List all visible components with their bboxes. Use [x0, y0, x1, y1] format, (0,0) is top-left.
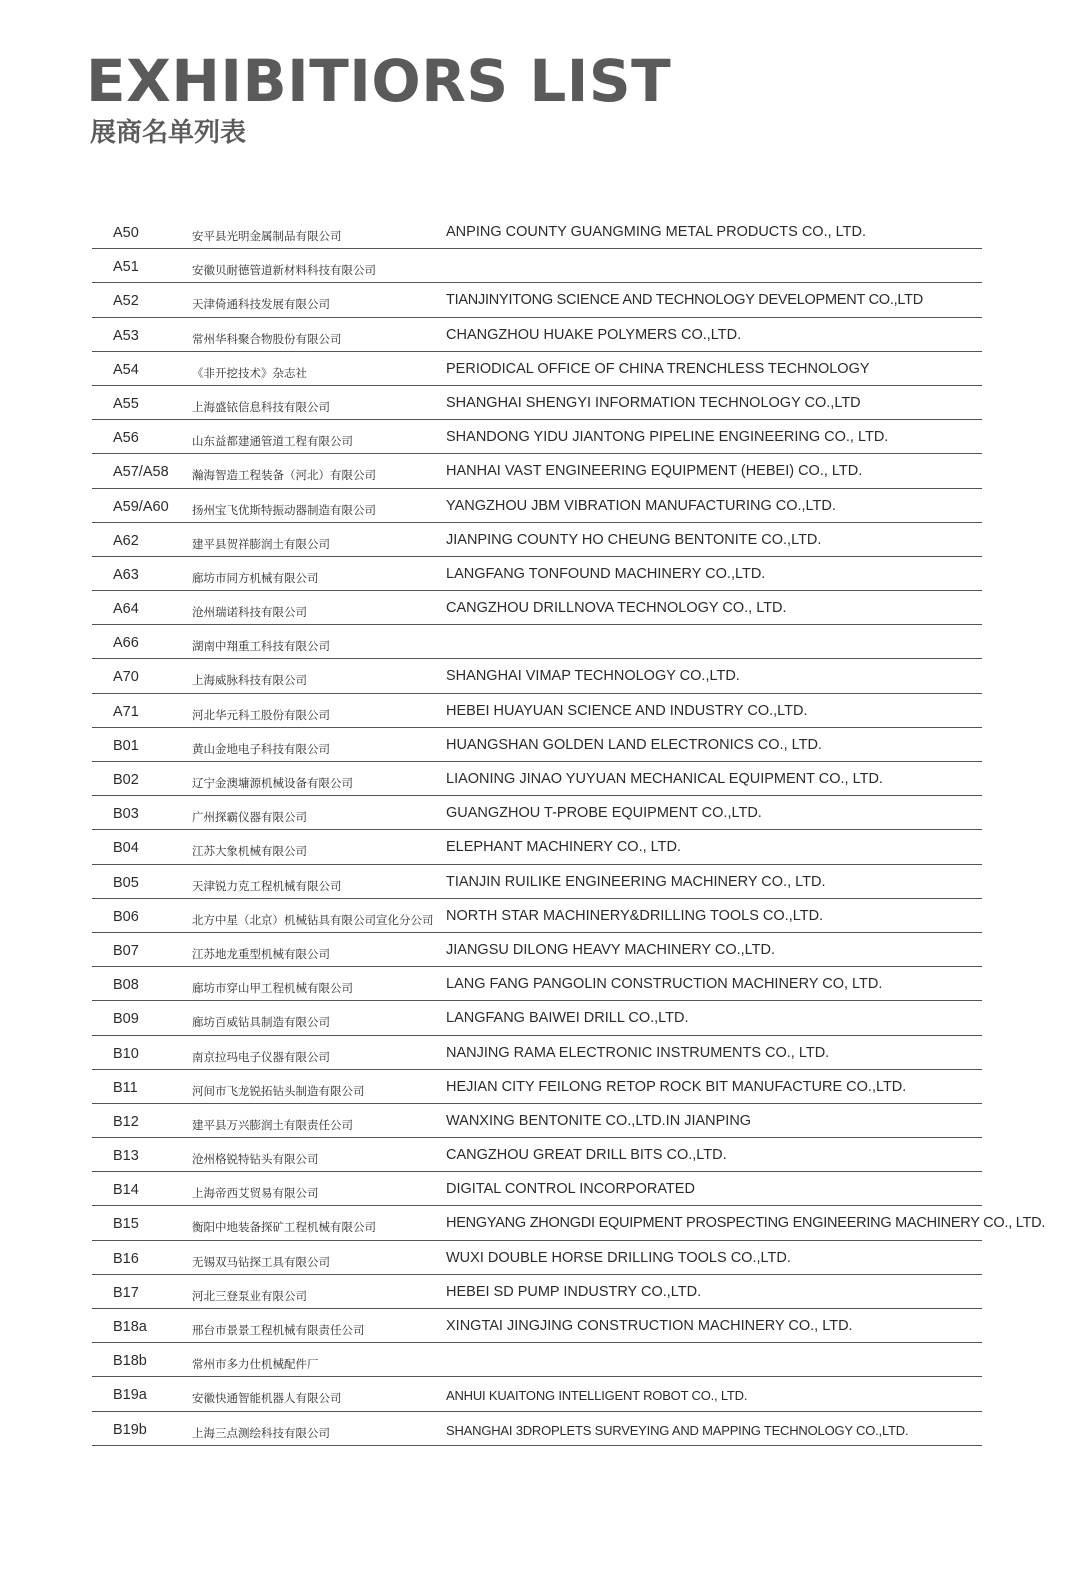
company-name-en: DIGITAL CONTROL INCORPORATED	[446, 1181, 695, 1198]
booth-number: A63	[113, 566, 139, 583]
company-name-cn: 无锡双马钻探工具有限公司	[192, 1254, 330, 1269]
company-name-en: ANHUI KUAITONG INTELLIGENT ROBOT CO., LTD.	[446, 1388, 748, 1404]
table-row	[92, 1309, 982, 1343]
exhibitor-table	[92, 215, 1046, 1446]
table-row	[92, 1036, 982, 1070]
company-name-cn: 《非开挖技术》杂志社	[192, 365, 307, 380]
booth-number: B11	[113, 1079, 138, 1096]
booth-number: B14	[113, 1182, 139, 1199]
page-subtitle: 展商名单列表	[90, 118, 247, 148]
company-name-cn: 廊坊市同方机械有限公司	[192, 570, 319, 585]
booth-number: B18b	[113, 1353, 147, 1370]
company-name-en: HANHAI VAST ENGINEERING EQUIPMENT (HEBEI) CO., LTD.	[446, 463, 863, 480]
company-name-en: ANPING COUNTY GUANGMING METAL PRODUCTS CO., LTD.	[446, 224, 866, 240]
booth-number: B19b	[113, 1421, 147, 1438]
company-name-en: SHANDONG YIDU JIANTONG PIPELINE ENGINEERING CO., LTD.	[446, 429, 889, 446]
booth-number: A62	[113, 532, 139, 549]
company-name-en: HENGYANG ZHONGDI EQUIPMENT PROSPECTING ENGINEERING MACHINERY CO., LTD.	[446, 1215, 1046, 1232]
company-name-cn: 上海帝西艾贸易有限公司	[192, 1186, 319, 1201]
table-row	[92, 489, 982, 523]
table-row	[92, 865, 982, 899]
booth-number: B13	[113, 1148, 139, 1165]
table-row	[92, 454, 982, 488]
company-name-cn: 上海威脉科技有限公司	[192, 673, 307, 688]
table-row	[92, 899, 982, 933]
company-name-cn: 建平县贺祥膨润土有限公司	[192, 536, 330, 551]
table-row	[92, 1241, 982, 1275]
company-name-cn: 安平县光明金属制品有限公司	[192, 229, 342, 243]
company-name-en: LANG FANG PANGOLIN CONSTRUCTION MACHINERY CO, LTD.	[446, 976, 883, 993]
table-row	[92, 659, 982, 693]
company-name-en: ELEPHANT MACHINERY CO., LTD.	[446, 839, 682, 856]
booth-number: A54	[113, 361, 139, 378]
company-name-cn: 沧州格锐特钻头有限公司	[192, 1152, 319, 1167]
booth-number: A56	[113, 430, 139, 447]
table-row	[92, 1343, 982, 1377]
booth-number: A64	[113, 601, 139, 618]
booth-number: A50	[113, 225, 139, 241]
company-name-cn: 天津锐力克工程机械有限公司	[192, 878, 342, 893]
booth-number: B02	[113, 772, 139, 788]
booth-number: A71	[113, 703, 139, 720]
company-name-en: HEBEI SD PUMP INDUSTRY CO.,LTD.	[446, 1283, 702, 1300]
company-name-en: HEJIAN CITY FEILONG RETOP ROCK BIT MANUFACTURE CO.,LTD.	[446, 1078, 907, 1095]
company-name-cn: 北方中星（北京）机械钻具有限公司宣化分公司	[192, 912, 434, 927]
company-name-cn: 扬州宝飞优斯特振动器制造有限公司	[192, 502, 376, 517]
company-name-cn: 上海三点测绘科技有限公司	[192, 1425, 330, 1440]
company-name-cn: 建平县万兴膨润土有限责任公司	[192, 1117, 353, 1132]
company-name-cn: 廊坊市穿山甲工程机械有限公司	[192, 981, 353, 996]
table-row	[92, 933, 982, 967]
booth-number: B17	[113, 1284, 139, 1301]
table-row	[92, 352, 982, 386]
table-row	[92, 591, 982, 625]
table-row	[92, 283, 982, 317]
booth-number: A59/A60	[113, 498, 169, 515]
company-name-cn: 瀚海智造工程装备（河北）有限公司	[192, 468, 376, 483]
company-name-cn: 南京拉玛电子仪器有限公司	[192, 1049, 330, 1064]
company-name-en: LANGFANG TONFOUND MACHINERY CO.,LTD.	[446, 565, 766, 582]
company-name-en: TIANJIN RUILIKE ENGINEERING MACHINERY CO., LTD.	[446, 873, 826, 890]
booth-number: A51	[113, 259, 139, 276]
company-name-cn: 辽宁金澳墉源机械设备有限公司	[192, 776, 353, 790]
company-name-en: LANGFANG BAIWEI DRILL CO.,LTD.	[446, 1010, 689, 1027]
table-row	[92, 318, 982, 352]
booth-number: B12	[113, 1113, 139, 1130]
company-name-en: NANJING RAMA ELECTRONIC INSTRUMENTS CO., LTD.	[446, 1044, 830, 1061]
company-name-en: WUXI DOUBLE HORSE DRILLING TOOLS CO.,LTD.	[446, 1249, 791, 1266]
company-name-en: CANGZHOU GREAT DRILL BITS CO.,LTD.	[446, 1147, 727, 1164]
company-name-cn: 安徽快通智能机器人有限公司	[192, 1391, 342, 1406]
company-name-cn: 上海盛铱信息科技有限公司	[192, 399, 330, 414]
booth-number: B01	[113, 737, 139, 754]
table-row	[92, 1377, 982, 1411]
table-row	[92, 728, 982, 762]
company-name-en: SHANGHAI SHENGYI INFORMATION TECHNOLOGY CO.,LTD	[446, 394, 861, 411]
booth-number: A70	[113, 669, 139, 686]
company-name-cn: 河北华元科工股份有限公司	[192, 707, 330, 722]
company-name-cn: 河间市飞龙锐拓钻头制造有限公司	[192, 1083, 365, 1098]
booth-number: B08	[113, 977, 139, 994]
table-row	[92, 625, 982, 659]
table-row	[92, 1275, 982, 1309]
company-name-en: YANGZHOU JBM VIBRATION MANUFACTURING CO.,LTD.	[446, 497, 836, 514]
booth-number: B15	[113, 1216, 139, 1233]
company-name-en: CHANGZHOU HUAKE POLYMERS CO.,LTD.	[446, 326, 742, 343]
booth-number: A55	[113, 395, 139, 412]
company-name-en: SHANGHAI VIMAP TECHNOLOGY CO.,LTD.	[446, 668, 740, 685]
booth-number: B18a	[113, 1319, 147, 1335]
booth-number: B03	[113, 806, 139, 823]
company-name-cn: 河北三登泵业有限公司	[192, 1288, 307, 1303]
table-row	[92, 523, 982, 557]
company-name-en: SHANGHAI 3DROPLETS SURVEYING AND MAPPING TECHNOLOGY CO.,LTD.	[446, 1422, 909, 1438]
table-row	[92, 1104, 982, 1138]
booth-number: A57/A58	[113, 464, 169, 481]
company-name-en: HUANGSHAN GOLDEN LAND ELECTRONICS CO., LTD.	[446, 736, 822, 753]
company-name-en: TIANJINYITONG SCIENCE AND TECHNOLOGY DEVELOPMENT CO.,LTD	[446, 292, 923, 309]
table-row	[92, 796, 982, 830]
company-name-cn: 邢台市景景工程机械有限责任公司	[192, 1323, 365, 1337]
company-name-cn: 沧州瑞诺科技有限公司	[192, 605, 307, 620]
page-title: EXHIBITIORS LIST	[86, 47, 672, 115]
booth-number: B10	[113, 1045, 139, 1062]
table-row	[92, 215, 982, 249]
company-name-cn: 江苏大象机械有限公司	[192, 844, 307, 859]
table-row	[92, 1001, 982, 1035]
table-row	[92, 386, 982, 420]
company-name-cn: 廊坊百威钻具制造有限公司	[192, 1015, 330, 1030]
table-row	[92, 967, 982, 1001]
company-name-cn: 广州探霸仪器有限公司	[192, 810, 307, 825]
booth-number: B16	[113, 1250, 139, 1267]
company-name-en: JIANGSU DILONG HEAVY MACHINERY CO.,LTD.	[446, 941, 776, 958]
table-row	[92, 830, 982, 864]
company-name-cn: 常州华科聚合物股份有限公司	[192, 331, 342, 346]
table-row	[92, 694, 982, 728]
table-row	[92, 1172, 982, 1206]
company-name-cn: 安徽贝耐德管道新材料科技有限公司	[192, 263, 376, 278]
table-row	[92, 557, 982, 591]
company-name-cn: 黄山金地电子科技有限公司	[192, 741, 330, 756]
booth-number: B04	[113, 840, 139, 857]
company-name-en: XINGTAI JINGJING CONSTRUCTION MACHINERY CO., LTD.	[446, 1318, 853, 1334]
company-name-en: CANGZHOU DRILLNOVA TECHNOLOGY CO., LTD.	[446, 600, 787, 617]
table-row	[92, 1138, 982, 1172]
company-name-en: NORTH STAR MACHINERY&DRILLING TOOLS CO.,LTD.	[446, 907, 824, 924]
company-name-cn: 山东益都建通管道工程有限公司	[192, 434, 353, 449]
table-row	[92, 1070, 982, 1104]
booth-number: B19a	[113, 1387, 147, 1404]
table-row	[92, 1206, 1046, 1240]
company-name-en: HEBEI HUAYUAN SCIENCE AND INDUSTRY CO.,LTD.	[446, 702, 808, 719]
booth-number: B07	[113, 942, 139, 959]
table-row	[92, 249, 982, 283]
company-name-cn: 天津倚通科技发展有限公司	[192, 297, 330, 312]
table-row	[92, 1412, 982, 1446]
company-name-cn: 江苏地龙重型机械有限公司	[192, 946, 330, 961]
company-name-cn: 湖南中翔重工科技有限公司	[192, 639, 330, 654]
company-name-en: WANXING BENTONITE CO.,LTD.IN JIANPING	[446, 1112, 752, 1129]
booth-number: B09	[113, 1011, 139, 1028]
company-name-en: PERIODICAL OFFICE OF CHINA TRENCHLESS TECHNOLOGY	[446, 360, 870, 377]
company-name-en: LIAONING JINAO YUYUAN MECHANICAL EQUIPMENT CO., LTD.	[446, 771, 883, 787]
company-name-cn: 衡阳中地装备探矿工程机械有限公司	[192, 1220, 376, 1235]
booth-number: B06	[113, 908, 139, 925]
table-row	[92, 762, 982, 796]
company-name-cn: 常州市多力仕机械配件厂	[192, 1357, 319, 1372]
company-name-en: JIANPING COUNTY HO CHEUNG BENTONITE CO.,LTD.	[446, 531, 822, 548]
booth-number: B05	[113, 874, 139, 891]
table-row	[92, 420, 982, 454]
booth-number: A52	[113, 293, 139, 310]
company-name-en: GUANGZHOU T-PROBE EQUIPMENT CO.,LTD.	[446, 805, 762, 822]
booth-number: A66	[113, 635, 139, 652]
booth-number: A53	[113, 327, 139, 344]
